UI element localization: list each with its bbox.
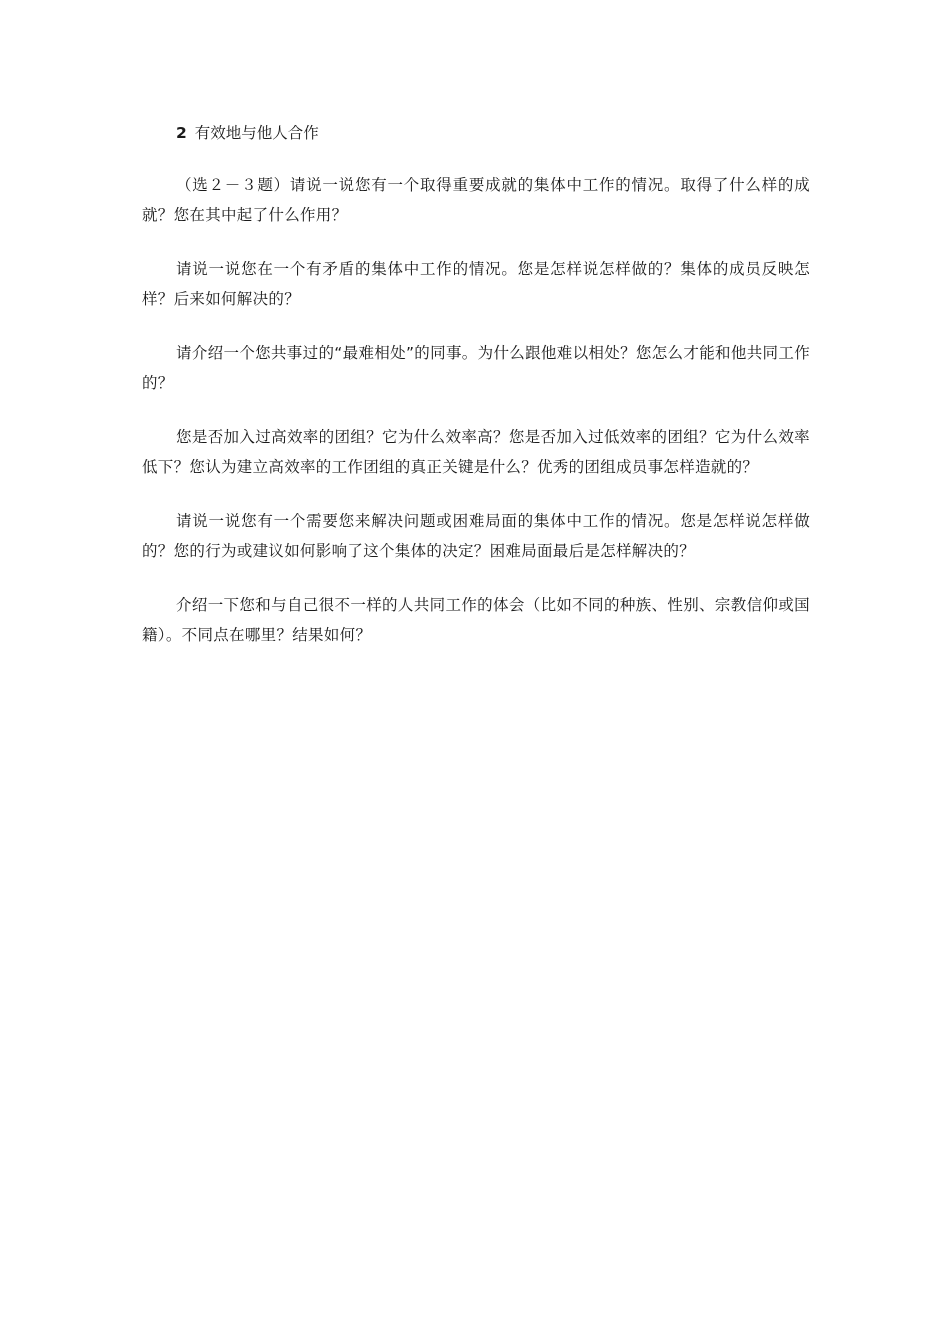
section-heading [142,118,810,148]
section-title: 有效地与他人合作 [194,124,319,142]
question-paragraph-3: 请介绍一个您共事过的“最难相处”的同事。为什么跟他难以相处？您怎么才能和他共同工作的？ [142,344,810,392]
section-number: 2 [176,124,187,142]
document-body [142,118,810,674]
question-paragraph-4: 您是否加入过高效率的团组？它为什么效率高？您是否加入过低效率的团组？它为什么效率低下？您认为建立高效率的工作团组的真正关键是什么？优秀的团组成员事怎样造就的？ [142,428,810,476]
question-paragraph-5: 请说一说您有一个需要您来解决问题或困难局面的集体中工作的情况。您是怎样说怎样做的？您的行为或建议如何影响了这个集体的决定？困难局面最后是怎样解决的？ [142,512,810,560]
question-paragraph-1: （选２－３题）请说一说您有一个取得重要成就的集体中工作的情况。取得了什么样的成就？您在其中起了什么作用？ [142,176,810,224]
question-paragraph-2: 请说一说您在一个有矛盾的集体中工作的情况。您是怎样说怎样做的？集体的成员反映怎样？后来如何解决的？ [142,260,810,308]
question-paragraph-6: 介绍一下您和与自己很不一样的人共同工作的体会（比如不同的种族、性别、宗教信仰或国籍）。不同点在哪里？结果如何？ [142,596,810,644]
